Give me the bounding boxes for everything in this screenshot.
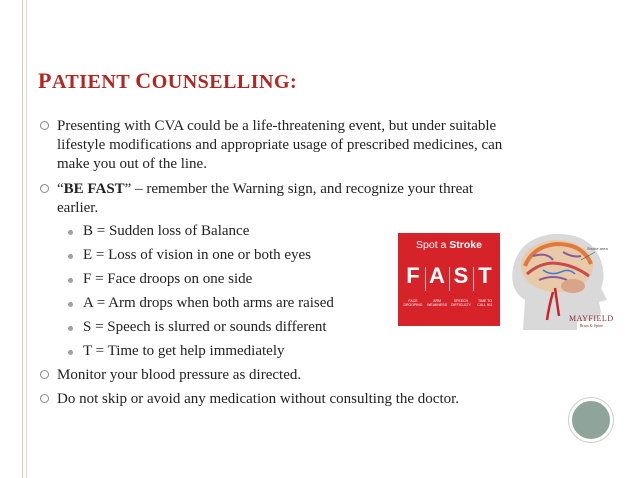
left-rule	[22, 0, 23, 478]
dot-bullet-icon	[68, 254, 73, 259]
bullet-2-line-2: earlier.	[57, 200, 99, 216]
fast-item: T = Time to get help immediately	[83, 343, 285, 359]
fast-caption: ARM WEAKNESS	[427, 299, 447, 307]
decorative-circle	[569, 398, 613, 442]
brain-annotation: Stroke area	[587, 246, 608, 251]
bullet-1-line-2: lifestyle modifications and appropriate usage of prescribed medicines, can	[57, 137, 503, 153]
fast-letter-f: F	[406, 263, 420, 288]
ring-bullet-icon	[40, 394, 49, 408]
fast-caption: FACE DROOPING	[403, 299, 423, 307]
dot-bullet-icon	[68, 230, 73, 235]
dot-bullet-icon	[68, 350, 73, 355]
spot-a-stroke-graphic	[398, 233, 500, 326]
dot-bullet-icon	[68, 326, 73, 331]
fast-caption: TIME TO CALL 911	[477, 299, 493, 307]
fast-caption: SPEECH DIFFICULTY	[451, 299, 471, 307]
left-rule-inner	[26, 0, 27, 478]
fast-item: E = Loss of vision in one or both eyes	[83, 247, 312, 263]
bullet-1-line-1: Presenting with CVA could be a life-threatening event, but under suitable	[57, 118, 497, 134]
fast-item: S = Speech is slurred or sounds different	[83, 319, 327, 335]
mayfield-logo: MAYFIELD Brain & Spine	[569, 314, 614, 328]
divider	[473, 267, 474, 291]
fast-item: B = Sudden loss of Balance	[83, 223, 250, 239]
dot-bullet-icon	[68, 302, 73, 307]
spot-a-stroke-heading: Spot a Stroke	[416, 239, 482, 251]
divider	[449, 267, 450, 291]
ring-bullet-icon	[40, 370, 49, 384]
fast-item: A = Arm drops when both arms are raised	[83, 295, 334, 311]
divider	[425, 267, 426, 291]
ring-bullet-icon	[40, 121, 49, 135]
bullet-3: Monitor your blood pressure as directed.	[57, 367, 302, 383]
bullet-4: Do not skip or avoid any medication without consulting the doctor.	[57, 391, 460, 407]
fast-letter-t: T	[478, 263, 492, 288]
fast-item: F = Face droops on one side	[83, 271, 253, 287]
fast-letter-a: A	[429, 263, 445, 288]
dot-bullet-icon	[68, 278, 73, 283]
brain-illustration	[503, 230, 615, 335]
bullet-1-line-3: make you out of the line.	[57, 156, 207, 172]
slide-title: PATIENT COUNSELLING:	[38, 68, 298, 93]
fast-letter-s: S	[453, 263, 469, 288]
ring-bullet-icon	[40, 184, 49, 198]
bullet-2-line-1: “BE FAST” – remember the Warning sign, and recognize your threat	[57, 181, 474, 197]
